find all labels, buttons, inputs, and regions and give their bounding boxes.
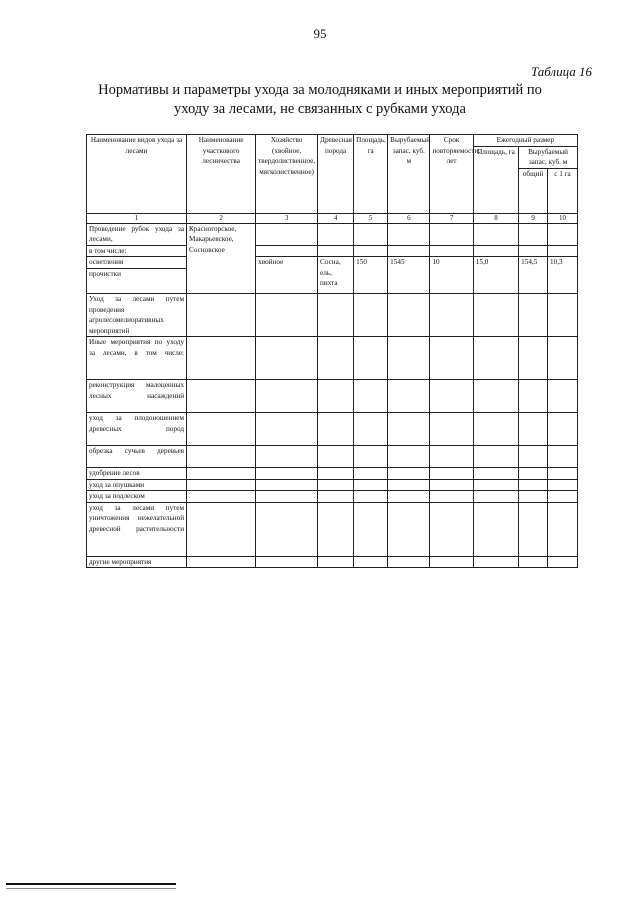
header-work-type: Наименование видов ухода за лесами (87, 135, 187, 214)
column-number: 1 (87, 213, 187, 223)
row-label: в том числе: (87, 245, 187, 257)
header-annual-stock: Вырубаемый запас, куб. м (519, 146, 578, 168)
header-cut-stock: Вырубаемый запас, куб. м (388, 135, 430, 214)
osv-species: Сосна, ель, пихта (318, 257, 354, 294)
norms-table (86, 134, 578, 568)
column-number: 10 (548, 213, 578, 223)
table-row (87, 446, 578, 468)
table-label: Таблица 16 (530, 64, 592, 79)
table-row (87, 223, 578, 245)
row-label: Иные мероприятия по уходу за лесами, в том числе: (87, 337, 187, 380)
column-number: 5 (354, 213, 388, 223)
table-row (87, 468, 578, 480)
column-number: 4 (318, 213, 354, 223)
column-number: 8 (473, 213, 518, 223)
row-label: уход за плодоношением древесных пород (87, 413, 187, 446)
table-row (87, 245, 578, 257)
osv-stock: 1545 (388, 257, 430, 294)
row-label: реконструкция малоценных лесных насаждений (87, 380, 187, 413)
column-number: 9 (519, 213, 548, 223)
table-row (87, 294, 578, 337)
header-row-1 (87, 135, 578, 147)
table-row (87, 413, 578, 446)
row-label: уход за опушками (87, 479, 187, 491)
osv-annual-area: 15,0 (473, 257, 518, 294)
osv-annual-total: 154,5 (519, 257, 548, 294)
row-label: обрезка сучьев деревьев (87, 446, 187, 468)
column-number: 2 (187, 213, 256, 223)
row-label: удобрение лесов (87, 468, 187, 480)
table-row (87, 502, 578, 556)
row-label: уход за лесами путем уничтожения нежелательной древесной растительности (87, 502, 187, 556)
header-economy: Хозяйство (хвойное, твердолиственное, мягколиственное) (256, 135, 318, 214)
osv-economy: хвойное (256, 257, 318, 294)
row-label: другие мероприятия (87, 556, 187, 568)
header-total: общий (519, 168, 548, 213)
header-area: Площадь, га (354, 135, 388, 214)
table-row (87, 556, 578, 568)
header-forestry: Наименование участкового лесничества (187, 135, 256, 214)
table-row (87, 479, 578, 491)
footer-rule (6, 883, 176, 885)
header-annual-area: Площадь, га (473, 146, 518, 213)
table-row (87, 257, 578, 269)
osv-annual-per-ha: 10,3 (548, 257, 578, 294)
header-species: Древесная порода (318, 135, 354, 214)
title-line-1: Нормативы и параметры ухода за молодняками и иных мероприятий по (98, 82, 542, 98)
row-label: уход за подлеском (87, 491, 187, 503)
column-number: 3 (256, 213, 318, 223)
forestry-names: Красногорское, Макарьевское, Сосновское (187, 223, 256, 294)
column-number: 7 (430, 213, 473, 223)
table-row (87, 337, 578, 380)
header-annual: Ежегодный размер (473, 135, 577, 147)
column-number: 6 (388, 213, 430, 223)
header-period: Срок повторяемости, лет (430, 135, 473, 214)
row-label: прочистки (87, 269, 187, 294)
document-title (80, 81, 560, 119)
column-number-row (87, 213, 578, 223)
page-number: 95 (313, 26, 327, 41)
header-per-ha: с 1 га (548, 168, 578, 213)
row-label: осветления (87, 257, 187, 269)
row-label: Проведение рубок ухода за лесами, (87, 223, 187, 245)
osv-area: 150 (354, 257, 388, 294)
table-row (87, 380, 578, 413)
row-label: Уход за лесами путем проведения агролесомелиоративных мероприятий (87, 294, 187, 337)
table-row (87, 491, 578, 503)
title-line-2: уходу за лесами, не связанных с рубками ухода (174, 101, 466, 117)
footer-rule-thin (6, 888, 176, 889)
osv-period: 10 (430, 257, 473, 294)
